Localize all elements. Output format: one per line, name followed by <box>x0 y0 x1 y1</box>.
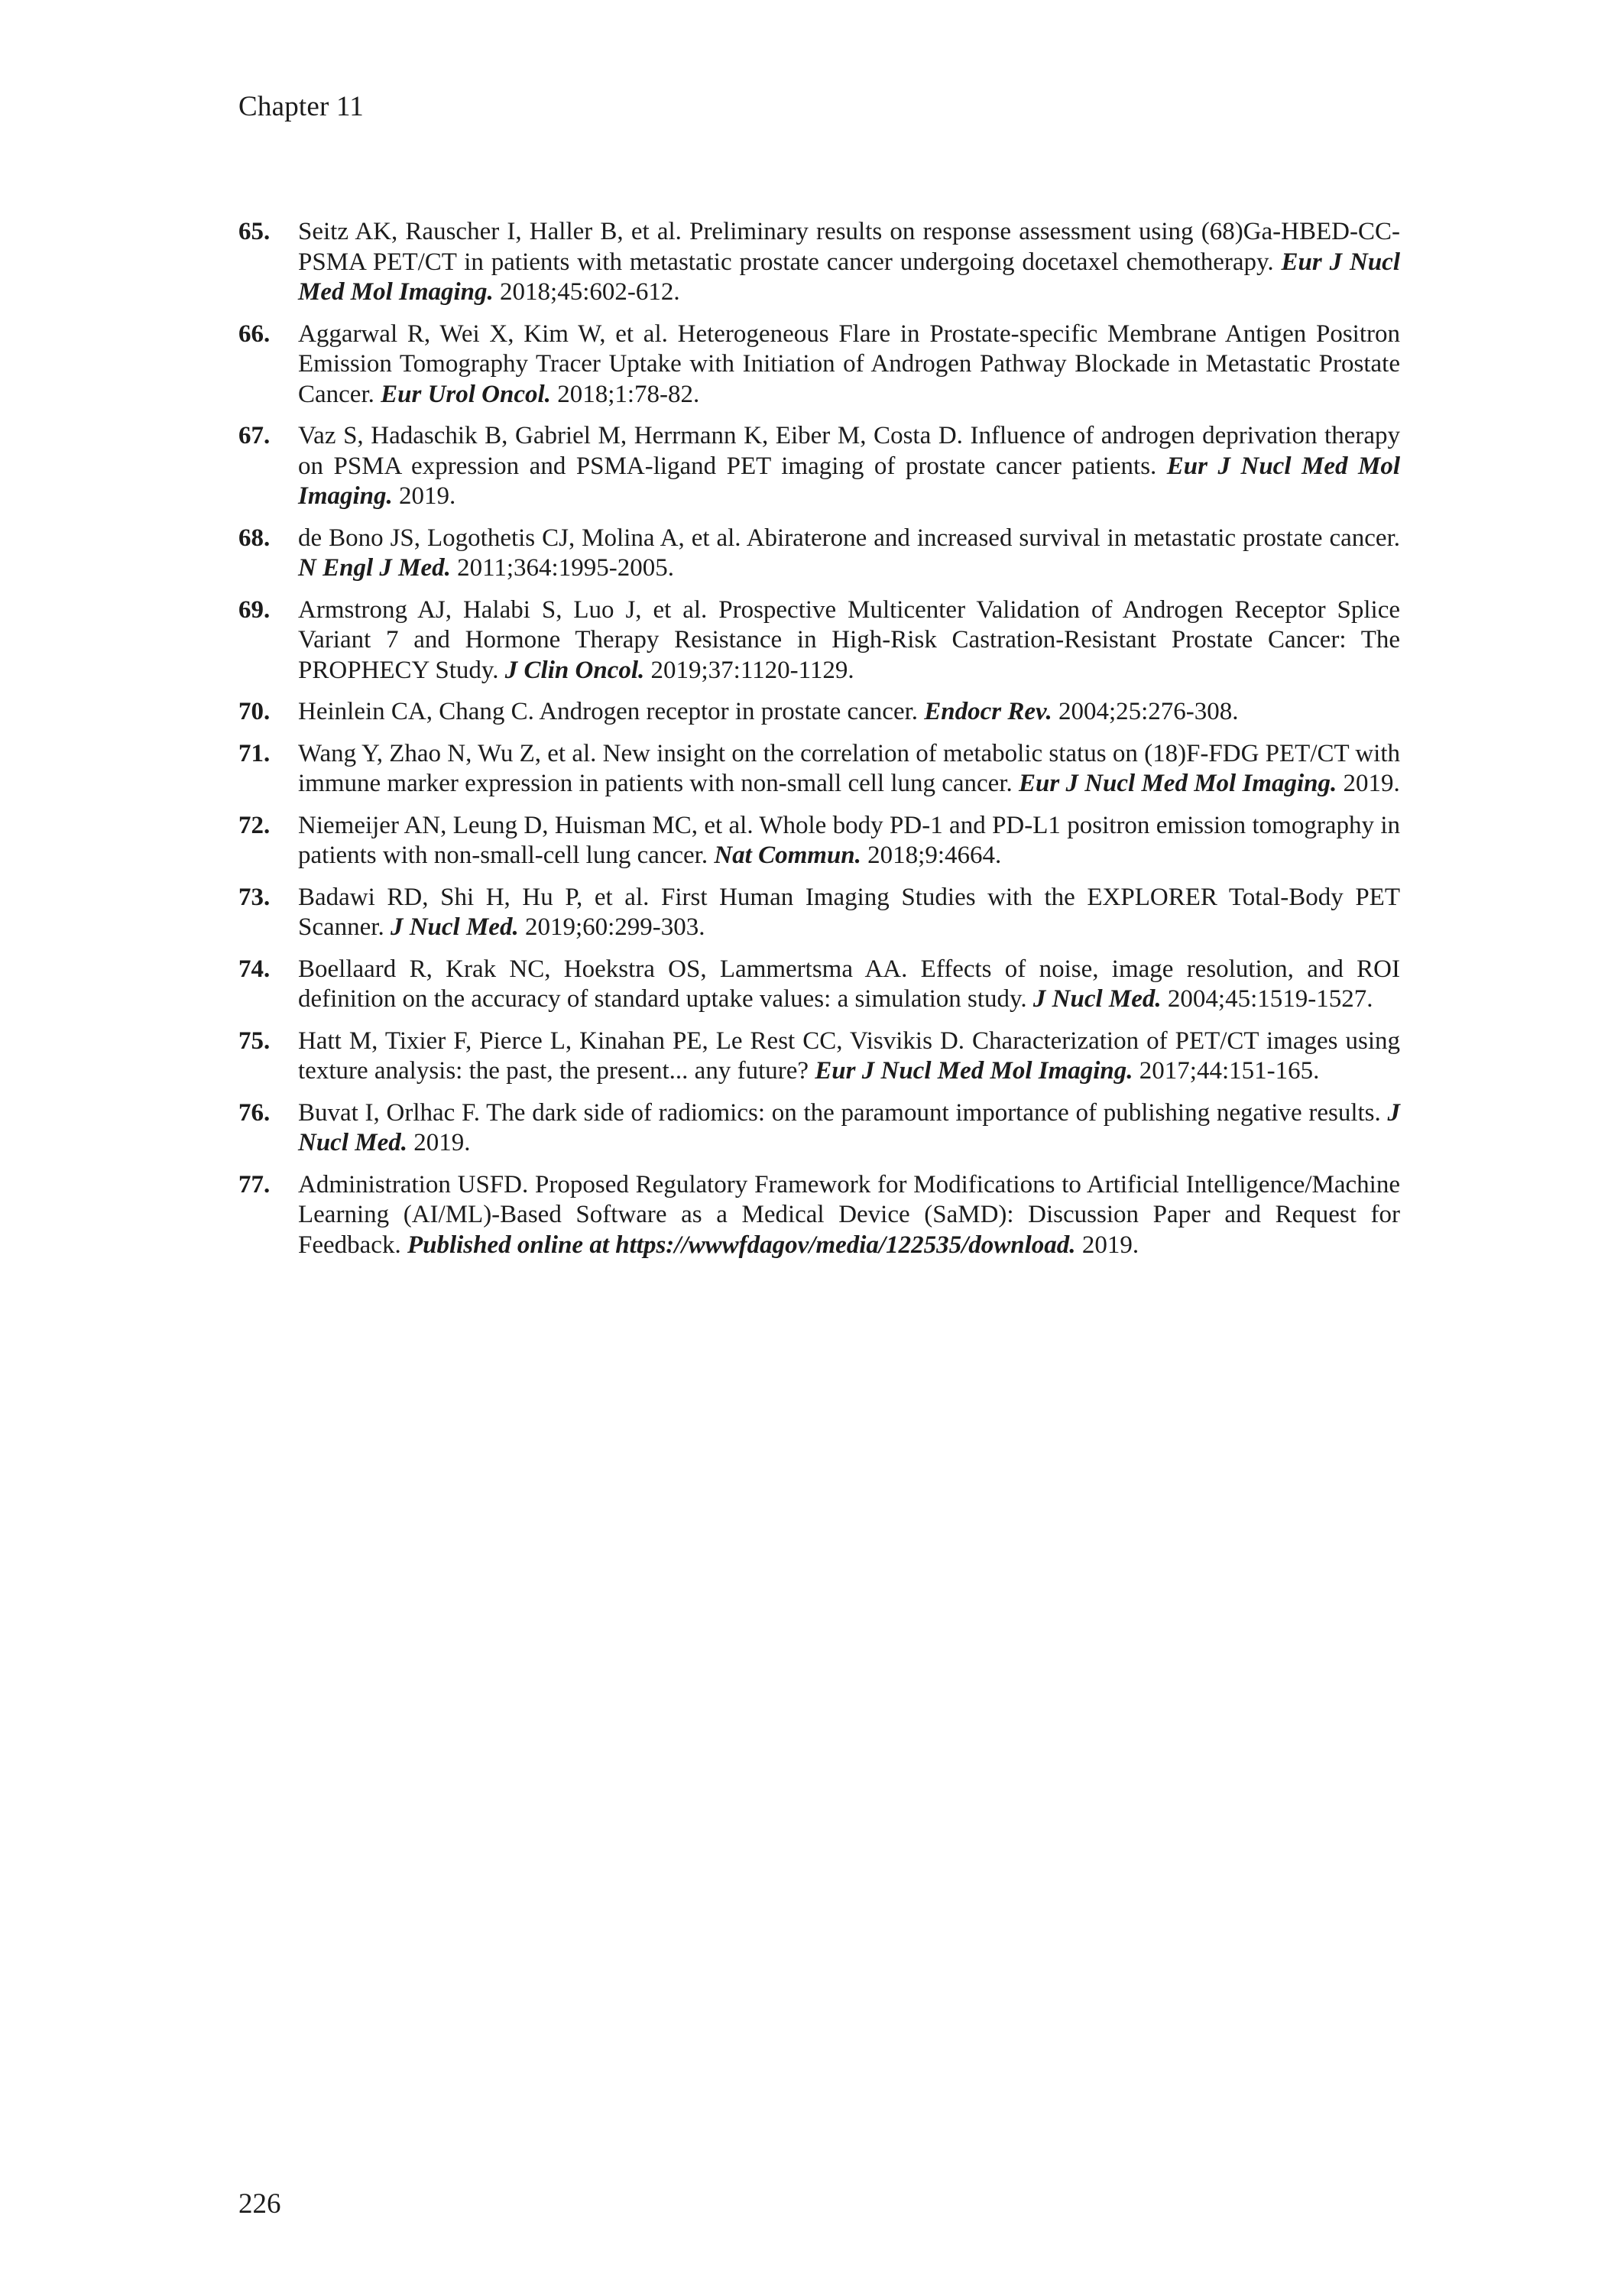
reference-details: 2004;45:1519-1527. <box>1161 985 1373 1013</box>
reference-authors-title: Wang Y, Zhao N, Wu Z, et al. New insight on the correlation of metabolic status on (18)F-FDG PET/CT with immune marker expression in patients with non-small cell lung cancer. <box>298 739 1400 797</box>
reference-journal: N Engl J Med. <box>298 554 451 582</box>
reference-number: 65. <box>238 218 271 245</box>
reference-number: 76. <box>238 1098 271 1127</box>
reference-text <box>298 421 1400 512</box>
reference-details: 2019. <box>407 1129 471 1156</box>
reference-item <box>238 595 1400 686</box>
reference-number: 68. <box>238 524 271 552</box>
reference-number: 73. <box>238 883 271 911</box>
reference-text <box>298 1170 1400 1261</box>
reference-authors-title: Vaz S, Hadaschik B, Gabriel M, Herrmann K, Eiber M, Costa D. Influence of androgen deprivation therapy on PSMA expression and PSMA-ligand PET imaging of prostate cancer patients. <box>298 422 1400 480</box>
reference-journal: Eur Urol Oncol. <box>381 380 551 408</box>
reference-item <box>238 811 1400 871</box>
reference-text <box>298 883 1400 943</box>
reference-journal: J Nucl Med. <box>390 913 519 941</box>
reference-item <box>238 955 1400 1015</box>
reference-details: 2019;37:1120-1129. <box>644 656 854 684</box>
reference-authors-title: Buvat I, Orlhac F. The dark side of radiomics: on the paramount importance of publishing negative results. <box>298 1098 1388 1127</box>
reference-authors-title: Badawi RD, Shi H, Hu P, et al. First Human Imaging Studies with the EXPLORER Total-Body PET Scanner. <box>298 883 1400 941</box>
reference-journal: Published online at https://wwwfdagov/media/122535/download. <box>407 1231 1076 1259</box>
reference-text <box>298 955 1400 1015</box>
reference-details: 2018;45:602-612. <box>493 278 680 306</box>
reference-authors-title: Aggarwal R, Wei X, Kim W, et al. Heterogeneous Flare in Prostate-specific Membrane Antigen Positron Emission Tomography Tracer Uptake with Initiation of Androgen Pathway Blockade in Metastatic Prostate Cancer. <box>298 319 1400 408</box>
reference-item <box>238 217 1400 308</box>
reference-item <box>238 421 1400 512</box>
reference-number: 69. <box>238 595 271 624</box>
reference-details: 2018;1:78-82. <box>550 380 700 408</box>
reference-text <box>298 217 1400 308</box>
reference-number: 77. <box>238 1170 271 1198</box>
running-head: Chapter 11 <box>238 91 365 122</box>
page-number: 226 <box>238 2188 281 2220</box>
reference-text <box>298 811 1400 871</box>
reference-authors-title: Seitz AK, Rauscher I, Haller B, et al. Preliminary results on response assessment using (68)Ga-HBED-CC-PSMA PET/CT in patients with metastatic prostate cancer undergoing docetaxel chemotherapy. <box>298 218 1400 276</box>
reference-item <box>238 739 1400 799</box>
reference-number: 67. <box>238 422 271 449</box>
reference-details: 2019;60:299-303. <box>518 913 705 941</box>
reference-details: 2011;364:1995-2005. <box>450 554 674 582</box>
reference-details: 2004;25:276-308. <box>1052 698 1239 725</box>
reference-details: 2018;9:4664. <box>861 842 1002 869</box>
reference-list <box>238 217 1400 1272</box>
reference-authors-title: Administration USFD. Proposed Regulatory Framework for Modifications to Artificial Intelligence/Machine Learning (AI/ML)-Based Software as a Medical Device (SaMD): Discussion Paper and Request for Feedback. <box>298 1170 1400 1259</box>
reference-journal: J Nucl Med. <box>298 1098 1400 1156</box>
reference-text <box>298 524 1400 584</box>
reference-journal: J Nucl Med. <box>1032 985 1162 1013</box>
reference-journal: Eur J Nucl Med Mol Imaging. <box>815 1057 1133 1085</box>
reference-number: 72. <box>238 811 271 839</box>
reference-item <box>238 697 1400 728</box>
reference-authors-title: Armstrong AJ, Halabi S, Luo J, et al. Prospective Multicenter Validation of Androgen Receptor Splice Variant 7 and Hormone Therapy Resistance in High-Risk Castration-Resistant Prostate Cancer: The PROPHECY Study. <box>298 595 1400 684</box>
reference-text <box>298 697 1400 728</box>
reference-details: 2017;44:151-165. <box>1133 1057 1320 1085</box>
reference-item <box>238 1170 1400 1261</box>
reference-number: 71. <box>238 739 271 767</box>
reference-authors-title: de Bono JS, Logothetis CJ, Molina A, et al. Abiraterone and increased survival in metastatic prostate cancer. <box>298 524 1400 552</box>
reference-journal: Endocr Rev. <box>924 698 1052 725</box>
reference-text <box>298 1098 1400 1159</box>
reference-authors-title: Heinlein CA, Chang C. Androgen receptor in prostate cancer. <box>298 698 925 725</box>
reference-journal: Nat Commun. <box>714 842 861 869</box>
reference-number: 74. <box>238 955 271 983</box>
reference-item <box>238 1026 1400 1087</box>
reference-item <box>238 1098 1400 1159</box>
reference-details: 2019. <box>392 482 456 510</box>
reference-details: 2019. <box>1075 1231 1139 1259</box>
reference-text <box>298 595 1400 686</box>
reference-journal: Eur J Nucl Med Mol Imaging. <box>298 452 1400 510</box>
reference-authors-title: Hatt M, Tixier F, Pierce L, Kinahan PE, Le Rest CC, Visvikis D. Characterization of PET/CT images using texture analysis: the past, the present... any future? <box>298 1026 1400 1085</box>
reference-number: 70. <box>238 698 271 725</box>
reference-number: 66. <box>238 319 271 348</box>
reference-item <box>238 883 1400 943</box>
reference-item <box>238 524 1400 584</box>
reference-journal: Eur J Nucl Med Mol Imaging. <box>298 248 1400 306</box>
reference-authors-title: Niemeijer AN, Leung D, Huisman MC, et al. Whole body PD-1 and PD-L1 positron emission tomography in patients with non-small-cell lung cancer. <box>298 811 1400 869</box>
reference-journal: J Clin Oncol. <box>504 656 645 684</box>
reference-text <box>298 319 1400 410</box>
reference-journal: Eur J Nucl Med Mol Imaging. <box>1019 770 1337 797</box>
reference-authors-title: Boellaard R, Krak NC, Hoekstra OS, Lammertsma AA. Effects of noise, image resolution, and ROI definition on the accuracy of standard uptake values: a simulation study. <box>298 955 1400 1013</box>
reference-number: 75. <box>238 1026 271 1055</box>
reference-details: 2019. <box>1337 770 1400 797</box>
reference-text <box>298 1026 1400 1087</box>
reference-item <box>238 319 1400 410</box>
reference-text <box>298 739 1400 799</box>
